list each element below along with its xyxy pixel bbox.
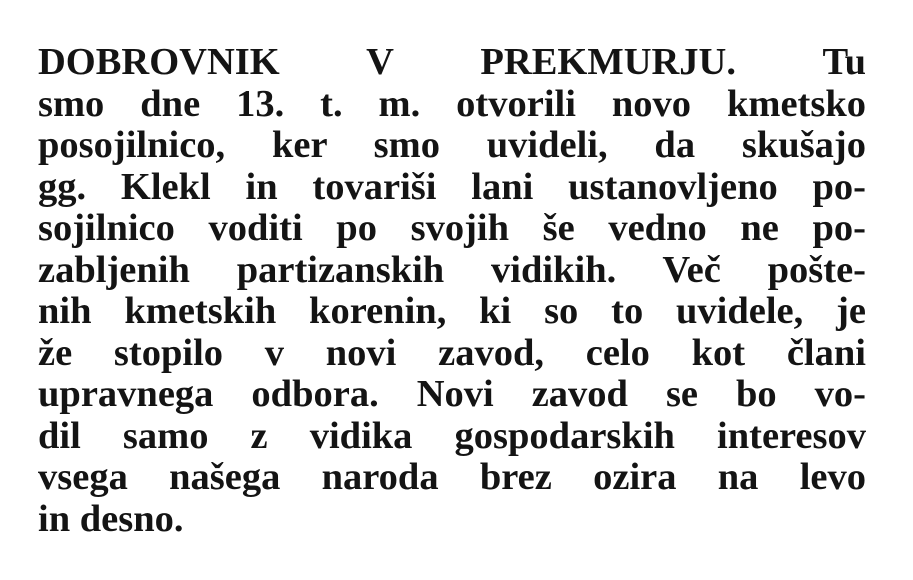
article-line-6: zabljenih partizanskih vidikih. Več pošte- bbox=[38, 248, 866, 291]
article-line-3: posojilnico, ker smo uvideli, da skušajo bbox=[38, 124, 866, 166]
article-line-1: DOBROVNIK V PREKMURJU. Tu bbox=[38, 41, 866, 83]
news-article bbox=[38, 42, 866, 540]
article-line-10: dil samo z vidika gospodarskih interesov bbox=[38, 414, 866, 457]
article-line-2: smo dne 13. t. m. otvorili novo kmetsko bbox=[38, 82, 866, 125]
article-line-7: nih kmetskih korenin, ki so to uvidele, je bbox=[38, 290, 866, 332]
article-line-12: in desno. bbox=[38, 497, 184, 540]
article-line-9: upravnega odbora. Novi zavod se bo vo- bbox=[38, 373, 866, 415]
article-line-11: vsega našega naroda brez ozira na levo bbox=[38, 456, 866, 498]
article-line-8: že stopilo v novi zavod, celo kot člani bbox=[38, 331, 866, 374]
article-line-4: gg. Klekl in tovariši lani ustanovljeno po- bbox=[38, 165, 866, 208]
article-line-5: sojilnico voditi po svojih še vedno ne po- bbox=[38, 207, 866, 249]
